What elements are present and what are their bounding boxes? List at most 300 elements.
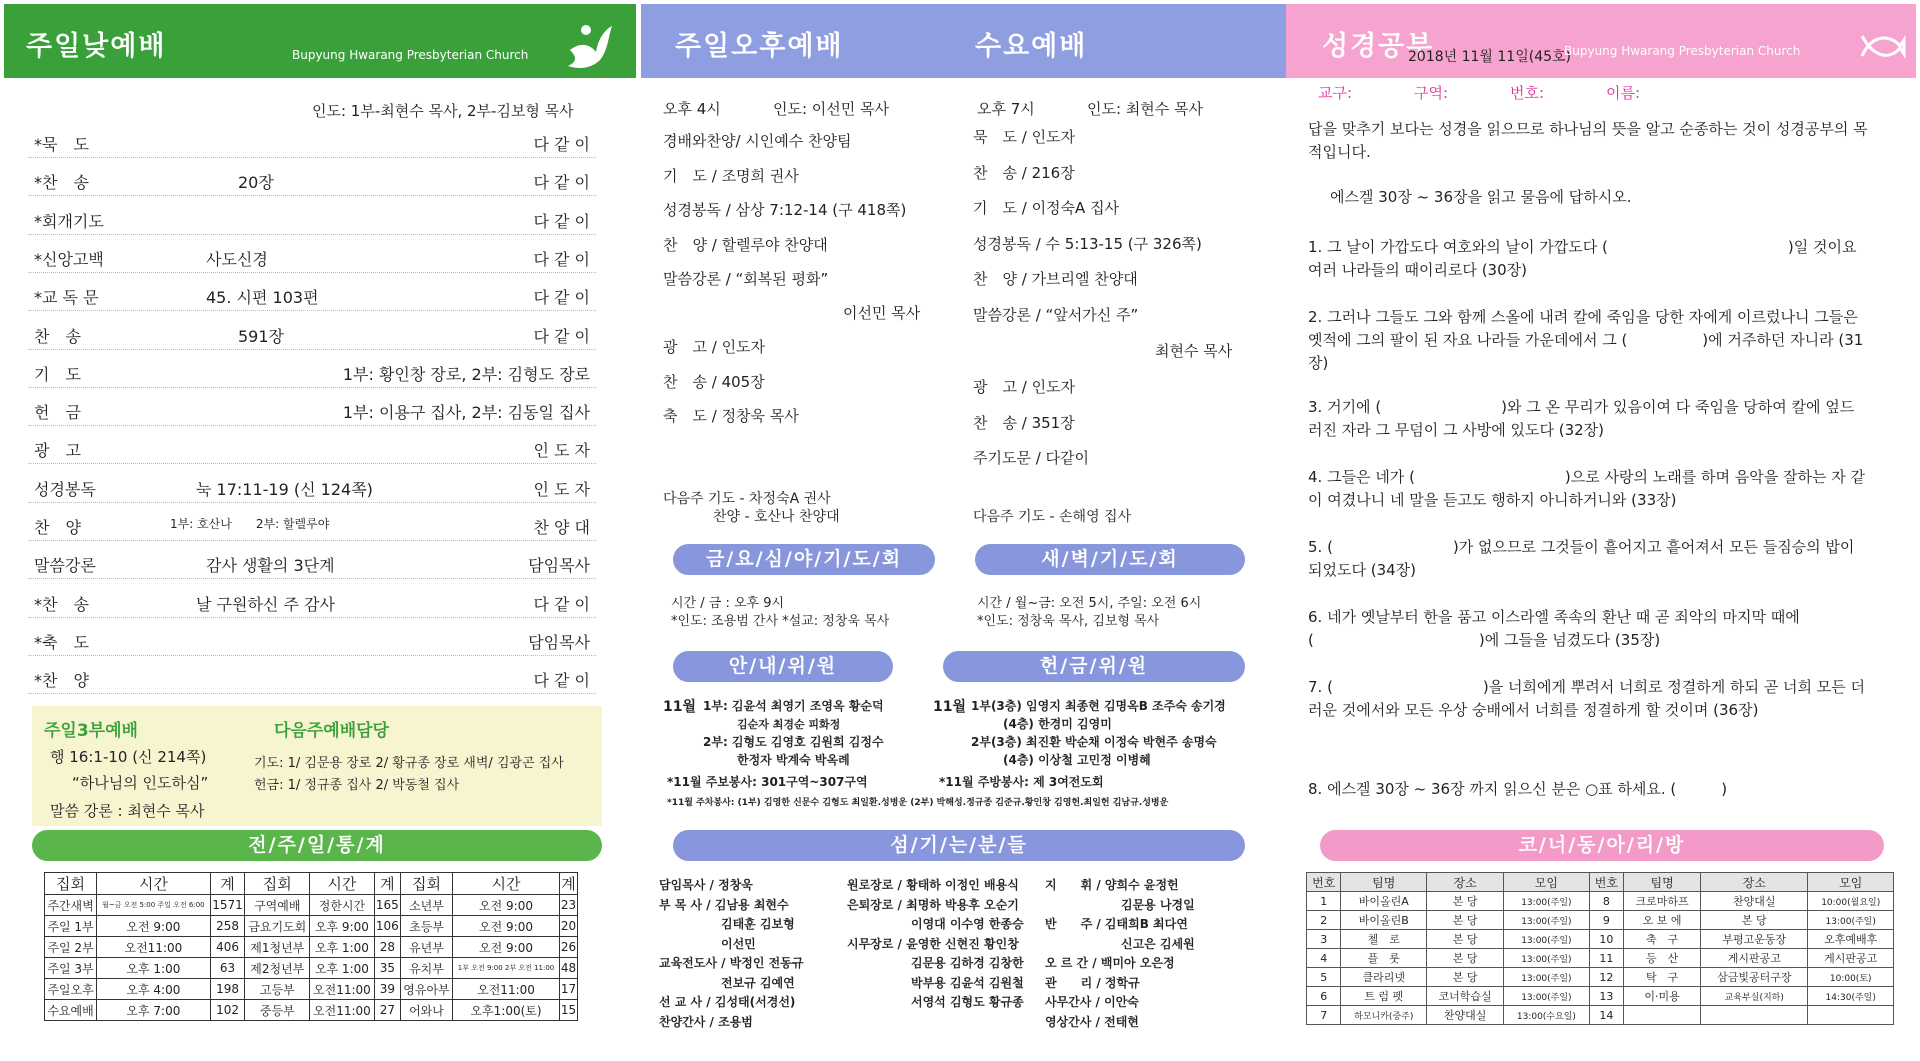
service-label: 헌 금	[34, 403, 81, 423]
friday-leader: *인도: 조용범 간사 *설교: 정창욱 목사	[671, 614, 890, 629]
offering-pill: 헌/금/위/원	[943, 651, 1245, 682]
afternoon-preacher: 이선민 목사	[843, 304, 921, 322]
table-header: 모임	[1808, 873, 1894, 892]
afternoon-next-prayer: 다음주 기도 - 차정숙A 권사	[663, 491, 831, 507]
table-cell: 48	[560, 958, 578, 979]
table-cell: 1	[1307, 892, 1341, 911]
table-header: 집회	[400, 873, 452, 895]
table-cell: 14	[1589, 1006, 1623, 1025]
church-name: Bupyung Hwarang Presbyterian Church	[292, 48, 529, 62]
table-cell	[1808, 1006, 1894, 1025]
table-cell: 10	[1589, 930, 1623, 949]
service-row	[28, 580, 596, 618]
club-table	[1306, 872, 1894, 1025]
morning-title: 주일낮예배	[26, 31, 167, 62]
service-leader: 찬 양 대	[533, 518, 590, 537]
order-line: 찬 송 / 405장	[663, 372, 765, 391]
question: 7. ( )을 너희에게 뿌려서 너희로 정결하게 하되 곧 너희 모든 더러운 것에서와 모든 우상 숭배에서 너희를 정결하게 할 것이며 (36장)	[1308, 678, 1865, 719]
table-cell: 13:00(주일)	[1504, 987, 1589, 1006]
table-cell: 오전 9:00	[452, 937, 559, 958]
afternoon-time: 오후 4시	[663, 100, 721, 118]
staff-line: 원로장로 / 황태하 이정인 배용식	[847, 878, 1019, 892]
table-cell: 첼 로	[1341, 930, 1427, 949]
staff-line: 시무장로 / 윤영한 신현진 황인창	[847, 936, 1019, 951]
table-cell: 축 구	[1624, 930, 1701, 949]
order-line: 말씀강론 / “회복된 평화”	[663, 270, 829, 288]
dawn-pill: 새/벽/기/도/회	[975, 544, 1245, 575]
table-cell: 어와나	[400, 1000, 452, 1021]
service-detail: 감사 생활의 3단계	[206, 556, 335, 576]
table-row	[45, 895, 578, 916]
ushers-line1: 1부: 김윤석 최영기 조영옥 황순덕	[703, 699, 884, 713]
table-cell: 14:30(주일)	[1808, 987, 1894, 1006]
table-cell: 오후 1:00	[310, 958, 375, 979]
table-cell: 주일 1부	[45, 916, 97, 937]
service-row	[28, 618, 596, 656]
service-leader: 인 도 자	[533, 479, 590, 499]
table-cell: 유년부	[400, 937, 452, 958]
question: 4. 그들은 네가 ( )으로 사랑의 노래를 하며 음악을 잘하는 자 같이 여겼나니 네 말을 듣고도 행하지 아니하거니와 (33장)	[1308, 468, 1865, 509]
question: 1. 그 날이 가깝도다 여호와의 날이 가깝도다 ( )일 것이요 여러 나라들의 때이리로다 (30장)	[1308, 238, 1857, 279]
service-label: 기 도	[34, 364, 81, 384]
wed-preacher: 최현수 목사	[1155, 342, 1233, 360]
order-line: 찬 송 / 216장	[973, 163, 1075, 182]
table-cell: 클라리넷	[1341, 968, 1427, 987]
offering-line3: 2부(3층) 최진환 박순채 이정숙 박현주 송명숙	[971, 735, 1217, 749]
table-cell: 13:00(주일)	[1808, 911, 1894, 930]
table-row	[1307, 949, 1894, 968]
staff-line: 신고은 김세원	[1121, 936, 1195, 951]
service-leader: 다 같 이	[533, 135, 590, 154]
corner-pill: 코/너/동/아/리/방	[1320, 830, 1884, 861]
staff-line: 박부용 김윤석 김원철	[911, 975, 1024, 990]
table-cell: 오후 9:00	[310, 916, 375, 937]
next-duty-title: 다음주예배담당	[274, 721, 389, 741]
ushers-parking: *11월 주차봉사: (1부) 김영한 신문수 김형도 최일환.성병운 (2부) 박해성.정규종 김준규.황인창 김영헌.최일헌 김남규.성병운	[667, 798, 1169, 808]
table-cell: 교육부실(지하)	[1701, 987, 1808, 1006]
afternoon-header	[641, 4, 1286, 78]
table-cell: 주일 3부	[45, 958, 97, 979]
table-cell: 23	[560, 895, 578, 916]
study-header	[1286, 4, 1916, 78]
offering-line4: (4층) 이상철 고민정 이병혜	[1003, 753, 1151, 767]
table-cell: 삼금빛공터구장	[1701, 968, 1808, 987]
table-cell: 8	[1589, 892, 1623, 911]
question: 8. 에스겔 30장 ~ 36장 까지 읽으신 분은 ○표 하세요. ( )	[1308, 780, 1728, 798]
service-row	[28, 312, 596, 350]
table-cell: 15	[560, 1000, 578, 1021]
table-row	[1307, 987, 1894, 1006]
dawn-leader: *인도: 정창욱 목사, 김보형 목사	[977, 614, 1160, 629]
table-cell: 13:00(주일)	[1504, 930, 1589, 949]
service-label: *찬 양	[34, 671, 89, 691]
table-cell: 26	[560, 937, 578, 958]
table-cell: 트 럼 펫	[1341, 987, 1427, 1006]
service-label: 광 고	[34, 441, 81, 461]
table-cell: 오전11:00	[452, 979, 559, 1000]
table-cell: 찬양대실	[1427, 1006, 1504, 1025]
order-line: 찬 양 / 할렐루야 찬양대	[663, 235, 828, 254]
table-cell: 이·미용	[1624, 987, 1701, 1006]
table-cell: 1부 오전 9:00 2부 오전 11:00	[452, 958, 559, 979]
service-label: *찬 송	[34, 594, 89, 614]
afternoon-leader: 인도: 이선민 목사	[773, 100, 890, 118]
morning-header	[4, 4, 636, 78]
service-row	[28, 465, 596, 503]
table-header: 계	[210, 873, 245, 895]
service-detail: 눅 17:11-19 (신 124쪽)	[196, 479, 373, 499]
ushers-line2: 김순자 최경순 피화정	[737, 718, 841, 731]
service-label: 찬 송	[34, 326, 81, 346]
table-cell	[1701, 1006, 1808, 1025]
table-cell: 고등부	[245, 979, 310, 1000]
study-intro: 답을 맞추기 보다는 성경을 읽으므로 하나님의 뜻을 알고 순종하는 것이 성경공부의 목적입니다.	[1308, 120, 1868, 161]
table-cell: 4	[1307, 949, 1341, 968]
service-detail: 20장	[238, 173, 274, 193]
table-header: 모임	[1504, 873, 1589, 892]
service-leader: 다 같 이	[533, 249, 590, 269]
table-cell: 월~금 오전 5:00 주일 오전 6:00	[97, 895, 211, 916]
table-cell: 초등부	[400, 916, 452, 937]
staff-line: 김태훈 김보형	[721, 917, 795, 931]
afternoon-title: 주일오후예배	[675, 31, 844, 62]
service-leader: 1부: 이용구 집사, 2부: 김동일 집사	[342, 403, 590, 423]
table-cell: 오전11:00	[310, 979, 375, 1000]
table-header: 팀명	[1624, 873, 1701, 892]
offering-line2: (4층) 한경미 김영미	[1003, 717, 1112, 731]
service-leader: 다 같 이	[533, 326, 590, 346]
order-line: 말씀강론 / “앞서가신 주”	[973, 305, 1139, 324]
staff-line: 은퇴장로 / 최명하 박용후 오순기	[847, 897, 1019, 912]
staff-line: 선 교 사 / 김성태(서경선)	[659, 995, 796, 1009]
wed-time: 오후 7시	[977, 100, 1035, 118]
table-cell: 165	[374, 895, 400, 916]
staff-line: 오 르 간 / 백미아 오은정	[1045, 956, 1175, 970]
service-row	[28, 656, 596, 694]
service-leader: 다 같 이	[533, 173, 590, 193]
table-cell: 오후 7:00	[97, 1000, 211, 1021]
order-line: 찬 송 / 351장	[973, 413, 1075, 432]
study-title: 성경공부	[1322, 31, 1435, 62]
table-cell: 주일 2부	[45, 937, 97, 958]
table-header: 장소	[1427, 873, 1504, 892]
table-cell: 바이올린B	[1341, 911, 1427, 930]
table-cell: 탁 구	[1624, 968, 1701, 987]
table-cell: 구역예배	[245, 895, 310, 916]
afternoon-next-choir: 찬양 - 호산나 찬양대	[713, 509, 840, 525]
offering-line1: 1부(3층) 임영지 최종현 김명옥B 조주숙 송기경	[971, 699, 1226, 713]
table-header: 시간	[97, 873, 211, 895]
staff-line: 관 리 / 정학규	[1045, 975, 1140, 990]
table-cell: 부평고운동장	[1701, 930, 1808, 949]
service-detail: 사도신경	[206, 249, 268, 269]
table-cell: 게시판공고	[1701, 949, 1808, 968]
table-header: 장소	[1701, 873, 1808, 892]
question: 2. 그러나 그들도 그와 함께 스올에 내려 칼에 죽임을 당한 자에게 이르렀나니 그들은 옛적에 그의 팔이 된 자요 나라들 가운데에서 그 ( )에 거주하던 자니라 (31장)	[1308, 308, 1864, 372]
table-cell: 수요예배	[45, 1000, 97, 1021]
table-cell: 주간새벽	[45, 895, 97, 916]
table-cell: 오후예배후	[1808, 930, 1894, 949]
service-row	[28, 541, 596, 579]
table-cell: 정한시간	[310, 895, 375, 916]
table-cell: 오전 9:00	[97, 916, 211, 937]
service-leader: 다 같 이	[533, 671, 590, 691]
service-label: *찬 송	[34, 173, 89, 193]
table-cell: 중등부	[245, 1000, 310, 1021]
service-row	[28, 197, 596, 235]
offering-kitchen: *11월 주방봉사: 제 3여전도회	[939, 775, 1104, 789]
order-line: 묵 도 / 인도자	[973, 128, 1076, 146]
table-cell: 본 당	[1427, 930, 1504, 949]
table-cell: 63	[210, 958, 245, 979]
table-cell: 크로마하프	[1624, 892, 1701, 911]
table-cell: 7	[1307, 1006, 1341, 1025]
table-cell: 오후 1:00	[310, 937, 375, 958]
stats-pill: 전/주/일/통/계	[32, 830, 602, 861]
staff-line: 전보규 김예연	[721, 975, 795, 990]
table-cell: 소년부	[400, 895, 452, 916]
table-cell: 13	[1589, 987, 1623, 1006]
table-row	[1307, 911, 1894, 930]
table-cell: 제1청년부	[245, 937, 310, 958]
service-row	[28, 120, 596, 158]
service-leader: 다 같 이	[533, 594, 590, 614]
table-cell: 오후 1:00	[97, 958, 211, 979]
service-row	[28, 503, 596, 541]
table-header: 팀명	[1341, 873, 1427, 892]
table-cell: 주일오후	[45, 979, 97, 1000]
ichthys-icon	[1860, 32, 1906, 60]
table-cell: 바이올린A	[1341, 892, 1427, 911]
staff-line: 서영석 김형도 황규종	[911, 995, 1024, 1009]
table-cell: 3	[1307, 930, 1341, 949]
order-line: 성경봉독 / 수 5:13-15 (구 326쪽)	[973, 234, 1202, 253]
service-label: 말씀강론	[34, 556, 96, 576]
field-label: 번호:	[1510, 84, 1545, 102]
table-row	[45, 958, 578, 979]
offering-month: 11월	[933, 699, 967, 715]
issue-date: 2018년 11월 11일(45호)	[1408, 49, 1571, 65]
next-duty-offering: 헌금: 1/ 정규종 집사 2/ 박동철 집사	[254, 778, 460, 793]
field-label: 구역:	[1414, 84, 1449, 102]
table-cell: 106	[374, 916, 400, 937]
table-cell: 5	[1307, 968, 1341, 987]
ushers-line3: 2부: 김형도 김영호 김원희 김정수	[703, 735, 884, 749]
afternoon-panel	[641, 0, 1286, 1061]
order-line: 경배와찬양/ 시인예수 찬양팀	[663, 132, 852, 150]
staff-line: 반 주 / 김태희B 최다연	[1045, 917, 1188, 931]
table-cell: 27	[374, 1000, 400, 1021]
table-cell: 9	[1589, 911, 1623, 930]
service-leader: 다 같 이	[533, 211, 590, 231]
next-duty-prayer: 기도: 1/ 김문용 장로 2/ 황규종 장로 새벽/ 김광곤 집사	[254, 756, 564, 771]
staff-line: 김문용 나경일	[1121, 897, 1195, 912]
table-cell: 10:00(토)	[1808, 968, 1894, 987]
table-cell: 등 산	[1624, 949, 1701, 968]
table-row	[1307, 1006, 1894, 1025]
table-header: 시간	[310, 873, 375, 895]
table-row	[45, 937, 578, 958]
bible-study-panel	[1286, 0, 1920, 1061]
staff-line: 영상간사 / 전태현	[1045, 1014, 1139, 1029]
table-cell: 198	[210, 979, 245, 1000]
table-cell: 찬양대실	[1701, 892, 1808, 911]
table-row	[1307, 930, 1894, 949]
staff-line: 지 휘 / 양희수 윤정헌	[1045, 878, 1179, 892]
service-leader: 다 같 이	[533, 288, 590, 308]
dove-icon	[564, 20, 614, 74]
ushers-month: 11월	[663, 699, 697, 715]
table-cell: 1571	[210, 895, 245, 916]
staff-line: 찬양간사 / 조용범	[659, 1014, 753, 1029]
table-cell: 17	[560, 979, 578, 1000]
question: 3. 거기에 ( )와 그 온 무리가 있음이여 다 죽임을 당하여 칼에 엎드러진 자라 그 무덤이 그 사방에 있도다 (32장)	[1308, 398, 1855, 439]
service-label: *신앙고백	[34, 249, 104, 269]
table-cell: 20	[560, 916, 578, 937]
order-line: 찬 양 / 가브리엘 찬양대	[973, 270, 1138, 288]
table-cell: 본 당	[1701, 911, 1808, 930]
table-cell: 406	[210, 937, 245, 958]
third-service-box	[32, 706, 602, 826]
table-cell: 제2청년부	[245, 958, 310, 979]
staff-line: 부 목 사 / 김남용 최현수	[659, 897, 789, 912]
third-title: 주일3부예배	[44, 721, 138, 741]
service-row	[28, 158, 596, 196]
staff-line: 교육전도사 / 박정인 전동규	[659, 956, 804, 970]
order-line: 기 도 / 이정숙A 집사	[973, 199, 1120, 217]
morning-worship-panel	[0, 0, 641, 1061]
service-row	[28, 388, 596, 426]
table-row	[45, 1000, 578, 1021]
table-cell: 유치부	[400, 958, 452, 979]
table-cell: 게시판공고	[1808, 949, 1894, 968]
table-cell: 오전 9:00	[452, 916, 559, 937]
table-cell: 본 당	[1427, 949, 1504, 968]
order-line: 광 고 / 인도자	[663, 338, 766, 356]
service-leader: 1부: 황인창 장로, 2부: 김형도 장로	[342, 364, 590, 384]
table-cell: 오전 9:00	[452, 895, 559, 916]
field-label: 교구:	[1318, 84, 1353, 102]
table-header: 집회	[45, 873, 97, 895]
morning-leader: 인도: 1부-최현수 목사, 2부-김보형 목사	[312, 102, 574, 120]
ushers-bulletin: *11월 주보봉사: 301구역~307구역	[667, 775, 868, 789]
table-row	[45, 916, 578, 937]
table-header: 계	[374, 873, 400, 895]
wednesday-title: 수요예배	[975, 31, 1088, 62]
ushers-line4: 한정자 박계숙 박옥례	[737, 753, 850, 767]
service-row	[28, 350, 596, 388]
service-leader: 인 도 자	[533, 441, 590, 461]
service-row	[28, 426, 596, 464]
table-header: 시간	[452, 873, 559, 895]
table-cell: 13:00(주일)	[1504, 911, 1589, 930]
table-cell: 102	[210, 1000, 245, 1021]
service-label: *묵 도	[34, 135, 89, 154]
table-cell: 35	[374, 958, 400, 979]
table-header: 계	[560, 873, 578, 895]
table-row	[1307, 892, 1894, 911]
table-cell: 11	[1589, 949, 1623, 968]
table-cell	[1624, 1006, 1701, 1025]
staff-line: 사무간사 / 이안숙	[1045, 995, 1139, 1009]
service-detail: 1부: 호산나 2부: 할렐루야	[170, 517, 330, 531]
table-cell: 13:00(주일)	[1504, 949, 1589, 968]
table-cell: 오후 4:00	[97, 979, 211, 1000]
service-label: 성경봉독	[34, 479, 96, 499]
friday-time: 시간 / 금 : 오후 9시	[671, 596, 785, 611]
table-cell: 하모니카(중주)	[1341, 1006, 1427, 1025]
order-line: 기 도 / 조명희 권사	[663, 166, 799, 185]
table-header: 번호	[1307, 873, 1341, 892]
service-leader: 담임목사	[528, 556, 590, 576]
service-label: *축 도	[34, 632, 89, 652]
staff-line: 담임목사 / 정창욱	[659, 878, 753, 892]
third-preacher: 말씀 강론 : 최현수 목사	[50, 802, 205, 820]
question: 6. 네가 옛날부터 한을 품고 이스라엘 족속의 환난 때 곧 죄악의 마지막 때에 ( )에 그들을 넘겼도다 (35장)	[1308, 608, 1800, 649]
table-cell: 258	[210, 916, 245, 937]
table-cell: 오 보 에	[1624, 911, 1701, 930]
study-church-name: Bupyung Hwarang Presbyterian Church	[1564, 44, 1801, 58]
service-detail: 45. 시편 103편	[206, 288, 319, 308]
table-cell: 2	[1307, 911, 1341, 930]
service-detail: 날 구원하신 주 감사	[196, 594, 335, 614]
study-instruction: 에스겔 30장 ~ 36장을 읽고 물음에 답하시오.	[1330, 188, 1632, 206]
table-cell: 13:00(수요일)	[1504, 1006, 1589, 1025]
table-cell: 오전11:00	[310, 1000, 375, 1021]
wed-leader: 인도: 최현수 목사	[1087, 100, 1204, 118]
friday-pill: 금/요/심/야/기/도/회	[673, 544, 935, 575]
service-label: 찬 양	[34, 518, 81, 537]
staff-line: 이선민	[721, 936, 756, 951]
service-row	[28, 235, 596, 273]
order-line: 주기도문 / 다같이	[973, 449, 1090, 467]
table-header: 집회	[245, 873, 310, 895]
wed-next-prayer: 다음주 기도 - 손해영 집사	[973, 509, 1132, 525]
attendance-table	[44, 872, 578, 1021]
table-cell: 본 당	[1427, 968, 1504, 987]
table-cell: 13:00(주일)	[1504, 968, 1589, 987]
table-row	[1307, 968, 1894, 987]
table-cell: 금요기도회	[245, 916, 310, 937]
table-cell: 28	[374, 937, 400, 958]
service-label: *교 독 문	[34, 288, 99, 308]
table-cell: 본 당	[1427, 911, 1504, 930]
field-label: 이름:	[1606, 84, 1641, 102]
staff-pill: 섬/기/는/분/들	[673, 830, 1245, 861]
service-label: *회개기도	[34, 211, 104, 231]
service-detail: 591장	[238, 326, 284, 346]
table-cell: 코너학습실	[1427, 987, 1504, 1006]
dawn-time: 시간 / 월~금: 오전 5시, 주일: 오전 6시	[977, 596, 1202, 611]
question: 5. ( )가 없으므로 그것들이 흩어지고 흩어져서 모든 들짐승의 밥이 되었도다 (34장)	[1308, 538, 1855, 579]
third-passage: 행 16:1-10 (신 214쪽)	[50, 748, 207, 766]
staff-line: 이영대 이수영 한종승	[911, 917, 1024, 931]
table-cell: 12	[1589, 968, 1623, 987]
table-cell: 오전11:00	[97, 937, 211, 958]
third-theme: “하나님의 인도하심”	[72, 774, 209, 792]
service-row	[28, 273, 596, 311]
table-cell: 본 당	[1427, 892, 1504, 911]
table-cell: 오후1:00(토)	[452, 1000, 559, 1021]
table-row	[45, 979, 578, 1000]
table-cell: 10:00(월요일)	[1808, 892, 1894, 911]
order-line: 광 고 / 인도자	[973, 378, 1076, 396]
table-header: 번호	[1589, 873, 1623, 892]
table-cell: 13:00(주일)	[1504, 892, 1589, 911]
order-line: 성경봉독 / 삼상 7:12-14 (구 418쪽)	[663, 201, 907, 219]
table-cell: 영유아부	[400, 979, 452, 1000]
order-line: 축 도 / 정창욱 목사	[663, 407, 799, 425]
